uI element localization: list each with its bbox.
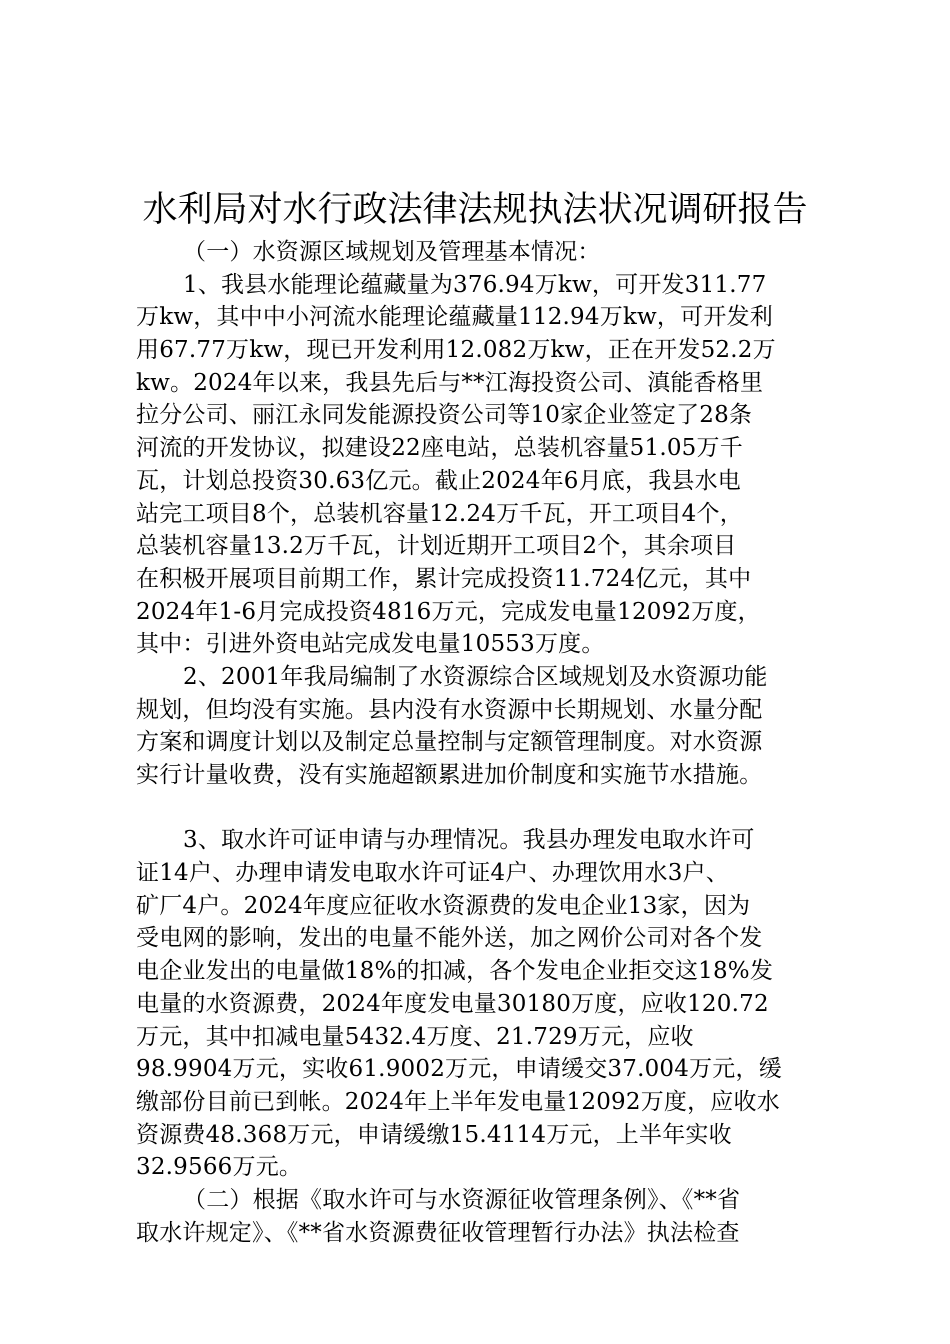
- paragraph-line: 拉分公司、丽江永同发能源投资公司等10家企业签定了28条: [136, 402, 753, 429]
- paragraph-line: 瓦，计划总投资30.63亿元。截止2024年6月底，我县水电: [136, 467, 742, 494]
- paragraph-line: 1、我县水能理论蕴藏量为376.94万kw，可开发311.77: [183, 271, 767, 298]
- paragraph-line: 资源费48.368万元，申请缓缴15.4114万元，上半年实收: [136, 1121, 732, 1148]
- paragraph-line: 2024年1-6月完成投资4816万元，完成发电量12092万度，: [136, 598, 761, 625]
- paragraph-line: 实行计量收费，没有实施超额累进加价制度和实施节水措施。: [136, 762, 763, 788]
- paragraph-line: 在积极开展项目前期工作，累计完成投资11.724亿元，其中: [136, 565, 752, 592]
- paragraph-line: 取水许规定》、《**省水资源费征收管理暂行办法》执法检查: [136, 1219, 740, 1246]
- paragraph-line: 总装机容量13.2万千瓦，计划近期开工项目2个，其余项目: [136, 533, 737, 560]
- paragraph-line: 站完工项目8个，总装机容量12.24万千瓦，开工项目4个，: [136, 500, 743, 527]
- paragraph-line: 证14户、办理申请发电取水许可证4户、办理饮用水3户、: [136, 860, 729, 887]
- paragraph-line: 方案和调度计划以及制定总量控制与定额管理制度。对水资源: [136, 729, 763, 756]
- paragraph-line: 规划，但均没有实施。县内没有水资源中长期规划、水量分配: [136, 696, 763, 723]
- paragraph-line: 矿厂4户。2024年度应征收水资源费的发电企业13家，因为: [136, 892, 751, 919]
- document-body: [136, 236, 836, 1249]
- paragraph-line: 受电网的影响，发出的电量不能外送，加之网价公司对各个发: [136, 925, 763, 952]
- paragraph-line: 万元，其中扣减电量5432.4万度、21.729万元，应收: [136, 1023, 694, 1050]
- paragraph-line: 缴部份目前已到帐。2024年上半年发电量12092万度，应收水: [136, 1088, 780, 1115]
- paragraph-line: kw。2024年以来，我县先后与**江海投资公司、滇能香格里: [136, 369, 764, 396]
- paragraph-gap: [136, 792, 836, 825]
- paragraph-line: 电量的水资源费，2024年度发电量30180万度，应收120.72: [136, 990, 769, 1017]
- paragraph-line: 电企业发出的电量做18%的扣减，各个发电企业拒交这18%发: [136, 958, 774, 985]
- section-heading-2: （二）根据《取水许可与水资源征收管理条例》、《**省: [183, 1186, 741, 1213]
- paragraph-line: 2、2001年我局编制了水资源综合区域规划及水资源功能: [183, 663, 768, 690]
- section-heading-1: （一）水资源区域规划及管理基本情况：: [183, 239, 601, 265]
- paragraph-line: 万kw，其中中小河流水能理论蕴藏量112.94万kw，可开发利: [136, 304, 773, 331]
- paragraph-line: 其中：引进外资电站完成发电量10553万度。: [136, 631, 605, 658]
- document-title: 水利局对水行政法律法规执法状况调研报告: [142, 190, 808, 230]
- paragraph-line: 32.9566万元。: [136, 1154, 303, 1181]
- paragraph-line: 河流的开发协议，拟建设22座电站，总装机容量51.05万千: [136, 435, 743, 462]
- paragraph-line: 98.9904万元，实收61.9002万元，申请缓交37.004万元，缓: [136, 1056, 782, 1083]
- paragraph-line: 用67.77万kw，现已开发利用12.082万kw，正在开发52.2万: [136, 337, 776, 364]
- paragraph-line: 3、取水许可证申请与办理情况。我县办理发电取水许可: [183, 827, 755, 854]
